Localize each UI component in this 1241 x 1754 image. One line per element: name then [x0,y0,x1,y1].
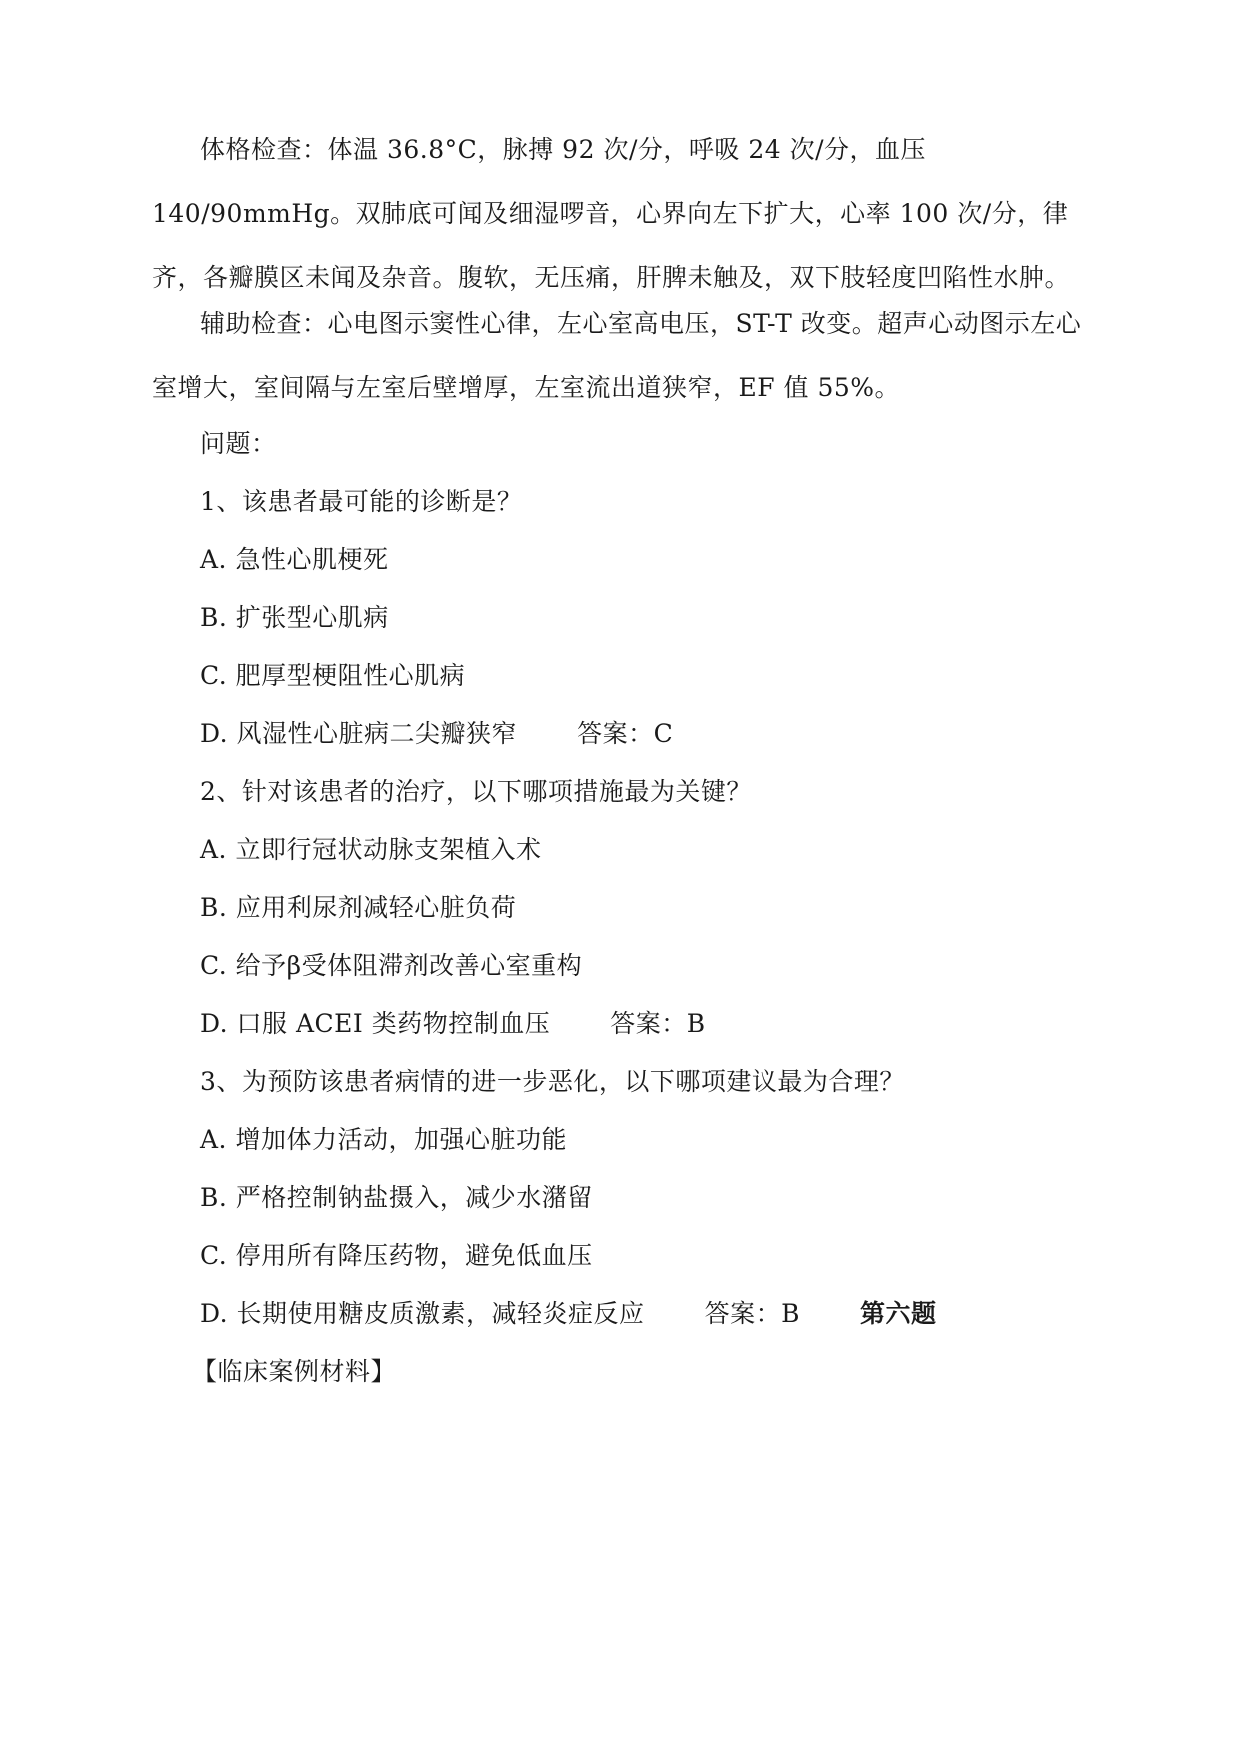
question-1-option-d-row [200,714,673,750]
question-3-option-a: A. 增加体力活动，加强心脏功能 [200,1125,567,1154]
question-3-option-b: B. 严格控制钠盐摄入，减少水潴留 [200,1183,593,1212]
case-material-heading: 【临床案例材料】 [192,1357,397,1386]
question-3-option-c: C. 停用所有降压药物，避免低血压 [200,1241,593,1270]
question-1-option-b: B. 扩张型心肌病 [200,603,389,632]
question-1-option-d: D. 风湿性心脏病二尖瓣狭窄 [200,719,518,748]
question-2-option-b: B. 应用利尿剂减轻心脏负荷 [200,893,517,922]
question-2-answer: 答案：B [610,1009,706,1038]
question-1-option-c: C. 肥厚型梗阻性心肌病 [200,661,466,690]
physical-exam-paragraph: 体格检查：体温 36.8°C，脉搏 92 次/分，呼吸 24 次/分，血压 140/90mmHg。双肺底可闻及细湿啰音，心界向左下扩大，心率 100 次/分，律齐，各瓣膜区未闻及杂音。腹软，无压痛，肝脾未触及，双下肢轻度凹陷性水肿。 [152,135,1071,292]
question-3-answer: 答案：B [704,1299,800,1328]
question-2: 2、针对该患者的治疗，以下哪项措施最为关键？ [200,777,752,806]
question-1: 1、该患者最可能的诊断是？ [200,487,523,516]
question-2-option-a: A. 立即行冠状动脉支架植入术 [200,835,542,864]
question-2-option-d-row [200,1004,706,1040]
question-1-option-a: A. 急性心肌梗死 [200,545,389,574]
question-2-option-d: D. 口服 ACEI 类药物控制血压 [200,1009,551,1038]
question-2-option-c: C. 给予β受体阻滞剂改善心室重构 [200,951,583,980]
auxiliary-exam-paragraph: 辅助检查：心电图示窦性心律，左心室高电压，ST-T 改变。超声心动图示左心室增大，室间隔与左室后壁增厚，左室流出道狭窄，EF 值 55%。 [152,309,1082,402]
questions-label: 问题： [200,429,277,458]
question-3-option-d-row [200,1294,936,1330]
question-1-answer: 答案：C [577,719,674,748]
question-3: 3、为预防该患者病情的进一步恶化，以下哪项建议最为合理？ [200,1067,905,1096]
question-3-option-d: D. 长期使用糖皮质激素，减轻炎症反应 [200,1299,645,1328]
section-heading: 第六题 [859,1299,937,1328]
